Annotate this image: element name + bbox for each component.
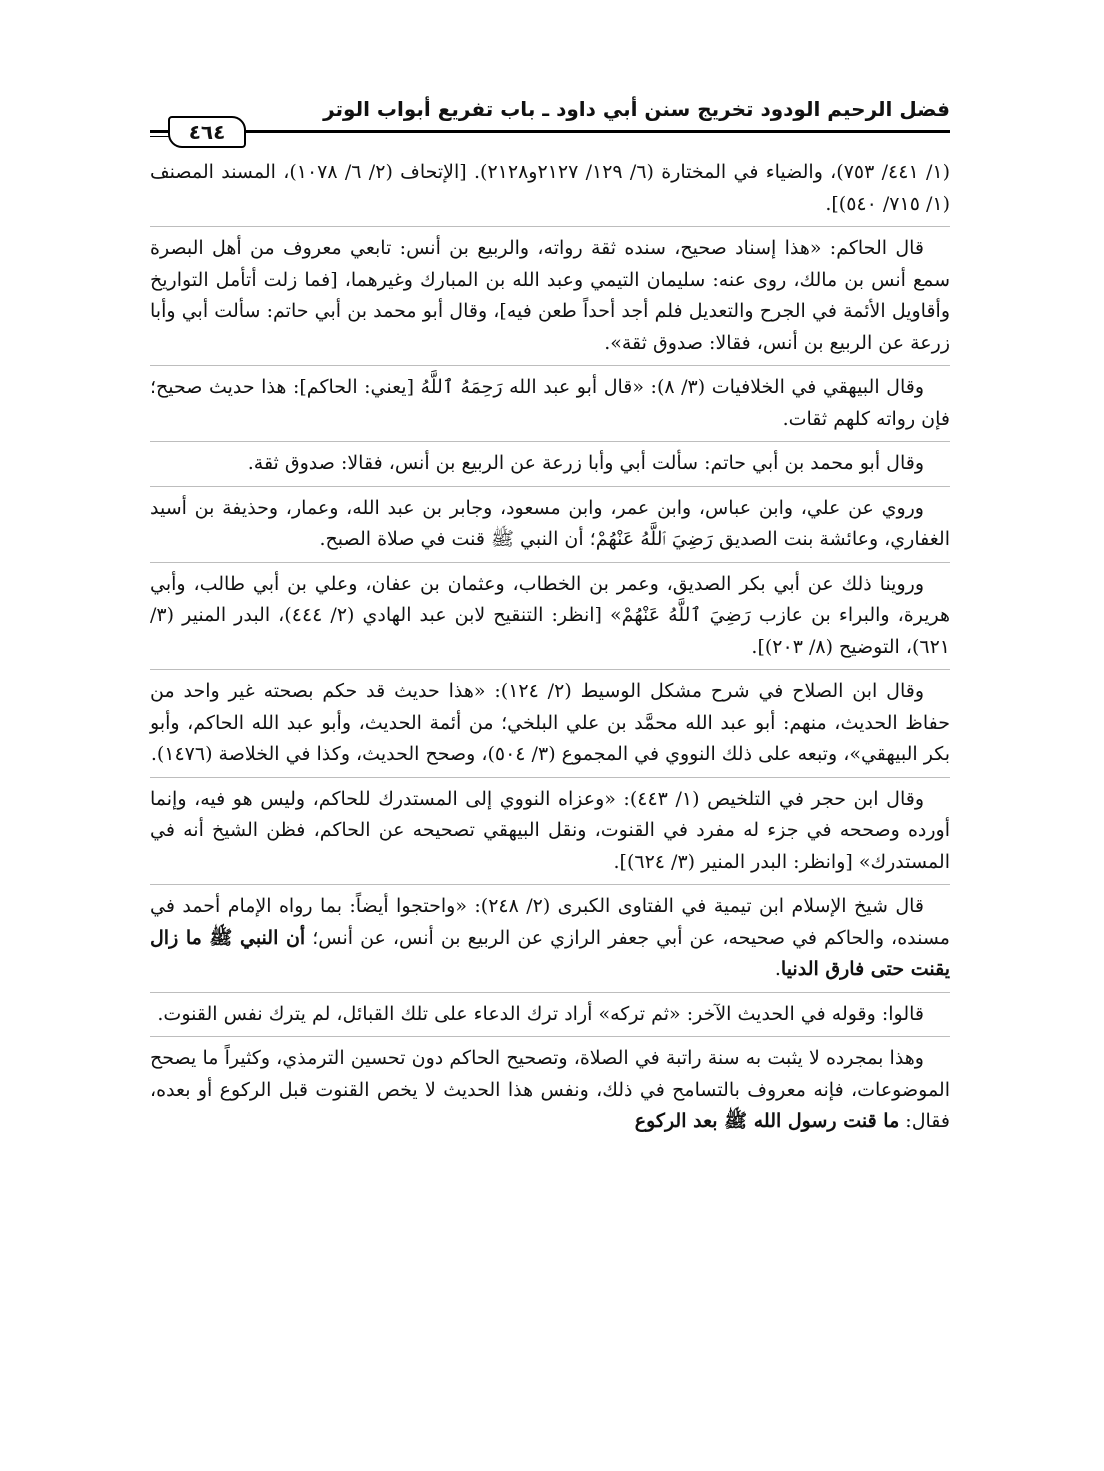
page-header xyxy=(150,92,950,148)
text-run: قال شيخ الإسلام ابن تيمية في الفتاوى الكبرى (٢/ ٢٤٨): «واحتجوا أيضاً: بما رواه الإمام أحمد في مسنده، والحاكم في صحيحه، عن أبي جعفر الرازي عن الربيع بن أنس، عن أنس؛ xyxy=(150,895,950,949)
paragraph-bayhaqi: وقال البيهقي في الخلافيات (٣/ ٨): «قال أبو عبد الله رَحِمَهُ ٱللَّهُ [يعني: الحاكم]: هذا حديث صحيح؛ فإن رواته كلهم ثقات. xyxy=(150,376,950,430)
paragraph-divider xyxy=(150,777,950,778)
text-run: وهذا بمجرده لا يثبت به سنة راتبة في الصلاة، وتصحيح الحاكم دون تحسين الترمذي، وكثيراً ما يصحح الموضوعات، فإنه معروف بالتسامح في ذلك، ونفس هذا الحديث لا يخص القنوت قبل الركوع أو بعده، فقال: xyxy=(150,1047,950,1132)
paragraph-divider xyxy=(150,441,950,442)
paragraph-divider xyxy=(150,226,950,227)
paragraph-divider xyxy=(150,992,950,993)
paragraph-divider xyxy=(150,486,950,487)
paragraph-qalu: قالوا: وقوله في الحديث الآخر: «ثم تركه» أراد ترك الدعاء على تلك القبائل، لم يترك نفس القنوت. xyxy=(157,1002,924,1025)
paragraph-citation-continued: (١/ ٤٤١/ ٧٥٣)، والضياء في المختارة (٦/ ١٢٩/ ٢١٢٧و٢١٢٨). [الإتحاف (٢/ ٦/ ١٠٧٨)، المسند المصنف (١/ ٧١٥/ ٥٤٠)]. xyxy=(150,161,951,215)
running-title: فضل الرحيم الودود تخريج سنن أبي داود ـ باب تفريع أبواب الوتر xyxy=(313,92,950,126)
paragraph-ibn-taymiyya xyxy=(150,891,950,986)
bold-quote: أن النبي ﷺ ما زال يقنت حتى فارق الدنيا xyxy=(150,926,950,980)
page-body xyxy=(150,157,950,1144)
header-rule xyxy=(150,130,950,133)
paragraph-narrated-from: وروي عن علي، وابن عباس، وابن عمر، وابن مسعود، وجابر بن عبد الله، وعمار، وحذيفة بن أسيد الغفاري، وعائشة بنت الصديق رَضِيَ ٱللَّهُ عَنْهُمْ؛ أن النبي ﷺ قنت في صلاة الصبح. xyxy=(150,496,950,550)
paragraph-divider xyxy=(150,669,950,670)
page-number: ٤٦٤ xyxy=(168,116,246,148)
paragraph-divider xyxy=(150,1036,950,1037)
paragraph-divider xyxy=(150,365,950,366)
paragraph-wahadha xyxy=(150,1043,950,1138)
bold-quote: ما قنت رسول الله ﷺ بعد الركوع xyxy=(634,1110,900,1132)
paragraph-divider xyxy=(150,562,950,563)
text-run: . xyxy=(774,958,781,980)
paragraph-hakim: قال الحاكم: «هذا إسناد صحيح، سنده ثقة رواته، والربيع بن أنس: تابعي معروف من أهل البصرة سمع أنس بن مالك، روى عنه: سليمان التيمي وعبد الله بن المبارك وغيرهما، [فما زلت أتأمل التواريخ وأقاويل الأئمة في الجرح والتعديل فلم أجد أحداً طعن فيه]، وقال أبو محمد بن أبي حاتم: سألت أبي وأبا زرعة عن الربيع بن أنس، فقالا: صدوق ثقة». xyxy=(150,237,950,354)
paragraph-rawayna: وروينا ذلك عن أبي بكر الصديق، وعمر بن الخطاب، وعثمان بن عفان، وعلي بن أبي طالب، وأبي هريرة، والبراء بن عازب رَضِيَ ٱللَّهُ عَنْهُمْ» [انظر: التنقيح لابن عبد الهادي (٢/ ٤٤٤)، البدر المنير (٣/ ٦٢١)، التوضيح (٨/ ٢٠٣)]. xyxy=(150,572,950,658)
paragraph-divider xyxy=(150,884,950,885)
paragraph-ibn-hajar: وقال ابن حجر في التلخيص (١/ ٤٤٣): «وعزاه النووي إلى المستدرك للحاكم، وليس هو فيه، وإنما أورده وصححه في جزء له مفرد في القنوت، ونقل البيهقي تصحيحه عن الحاكم، فظن الشيخ أنه في المستدرك» [وانظر: البدر المنير (٣/ ٦٢٤)]. xyxy=(150,787,950,873)
paragraph-ibn-abi-hatim: وقال أبو محمد بن أبي حاتم: سألت أبي وأبا زرعة عن الربيع بن أنس، فقالا: صدوق ثقة. xyxy=(247,452,924,474)
paragraph-ibn-salah: وقال ابن الصلاح في شرح مشكل الوسيط (٢/ ١٢٤): «هذا حديث قد حكم بصحته غير واحد من حفاظ الحديث، منهم: أبو عبد الله محمَّد بن علي البلخي؛ من أئمة الحديث، وأبو عبد الله الحاكم، وأبو بكر البيهقي»، وتبعه على ذلك النووي في المجموع (٣/ ٥٠٤)، وصحح الحديث، وكذا في الخلاصة (١٤٧٦). xyxy=(150,680,950,765)
